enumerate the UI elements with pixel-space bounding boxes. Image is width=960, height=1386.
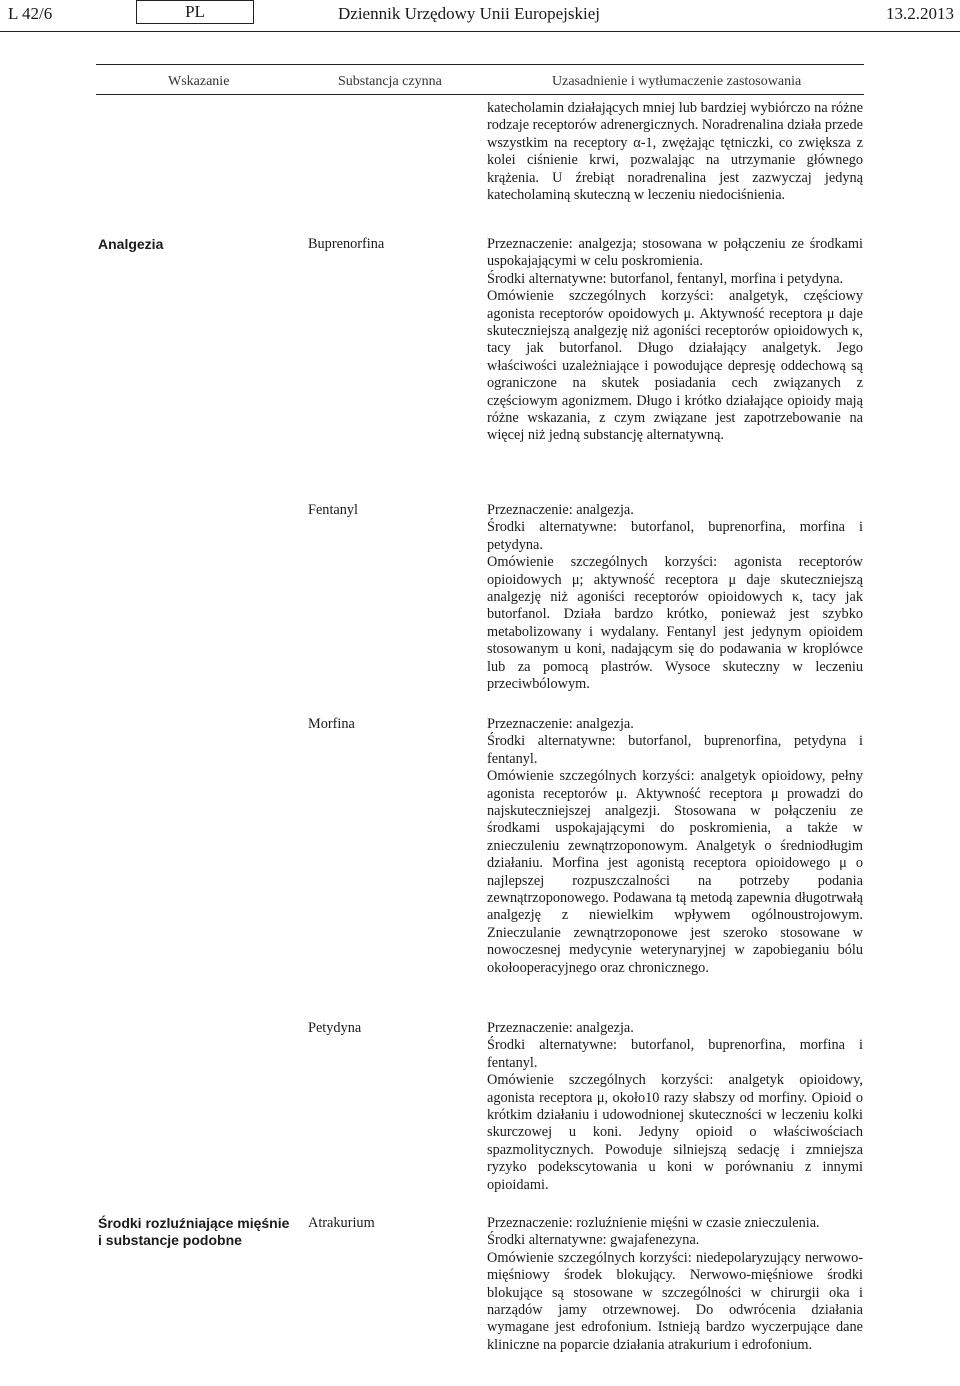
header-divider	[0, 31, 960, 32]
indication-cell: Środki rozluźniające mięśnie i substancje podobne	[98, 1215, 290, 1249]
purpose-paragraph: Przeznaczenie: analgezja.	[487, 502, 634, 518]
benefits-paragraph: Omówienie szczególnych korzyści: analgetyk opioidowy, agonista receptora μ, około10 razy słabszy od morfiny. Opioid o krótkim działaniu i udowodnionej skuteczności w leczeniu kolki skurczowej u koni. Jedyny opioid o właściwościach spazmolitycznych. Powoduje silniejszą sedację i zmniejsza ryzyko podekscytowania u koni w porównaniu z innymi opioidami.	[487, 1072, 863, 1193]
alternatives-paragraph: Środki alternatywne: butorfanol, buprenorfina, morfina i fentanyl.	[487, 1037, 863, 1071]
column-header-justification: Uzasadnienie i wytłumaczenie zastosowania	[552, 74, 802, 89]
continuation-cell	[487, 100, 863, 204]
purpose-paragraph: Przeznaczenie: analgezja.	[487, 1020, 634, 1036]
language-box: PL	[136, 0, 254, 24]
justification-cell	[487, 1020, 863, 1194]
purpose-paragraph: Przeznaczenie: analgezja; stosowana w połączeniu ze środkami uspokajającymi w celu poskromienia.	[487, 236, 863, 270]
substance-cell: Morfina	[308, 716, 355, 732]
page-reference: L 42/6	[8, 4, 53, 23]
benefits-paragraph: Omówienie szczególnych korzyści: niedepolaryzujący nerwowo-mięśniowy środek blokujący. Nerwowo-mięśniowe środki blokujące są stosowane w szczególności w chirurgii oka i narządów jamy otrzewnowej. Do odwrócenia działania wymagane jest edrofonium. Istnieją bardzo wyczerpujące dane kliniczne na poparcie działania atrakurium i edrofonium.	[487, 1249, 863, 1353]
column-header-indication: Wskazanie	[168, 74, 230, 89]
alternatives-paragraph: Środki alternatywne: butorfanol, buprenorfina, petydyna i fentanyl.	[487, 733, 863, 767]
column-header-substance: Substancja czynna	[338, 74, 442, 89]
justification-cell	[487, 502, 863, 693]
continuation-paragraph: katecholamin działających mniej lub bardziej wybiórczo na różne rodzaje receptorów adrenergicznych. Noradrenalina działa przede wszystkim na receptory α-1, zwężając tętniczki, co zwiększa z kolei ciśnienie krwi, pozwalając na utrzymanie głównego krążenia. U źrebiąt noradrenalina jest zazwyczaj jedyną katecholaminą skuteczną w leczeniu niedociśnienia.	[487, 100, 864, 204]
column-header-divider	[96, 94, 864, 95]
purpose-paragraph: Przeznaczenie: analgezja.	[487, 716, 634, 732]
substance-cell: Fentanyl	[308, 502, 359, 518]
substance-cell: Buprenorfina	[308, 236, 385, 252]
journal-header	[0, 0, 960, 32]
justification-cell	[487, 1215, 863, 1354]
substance-cell: Atrakurium	[308, 1215, 375, 1231]
justification-cell	[487, 716, 863, 977]
benefits-paragraph: Omówienie szczególnych korzyści: analgetyk opioidowy, pełny agonista receptorów μ. Aktywność receptora μ prowadzi do najskuteczniejszej analgezji. Stosowana w połączeniu ze środkami uspokajającymi do poskromienia, a także w znieczuleniu zewnątrzoponowym. Analgetyk o średniodługim działaniu. Morfina jest agonistą receptora opioidowego μ o najlepszej rozpuszczalności na potrzeby podania zewnątrzoponowego. Podawana tą metodą zapewnia długotrwałą analgezję z niewielkim wpływem ogólnoustrojowym. Znieczulanie zewnątrzoponowe jest szeroko stosowane w nowoczesnej medycynie weterynaryjnej w zapobieganiu bólu okołooperacyjnego oraz chronicznego.	[487, 768, 863, 976]
benefits-paragraph: Omówienie szczególnych korzyści: analgetyk, częściowy agonista receptorów opoidowych μ. Aktywność receptora μ daje skuteczniejszą analgezję niż agoniści receptorów opioidowych κ, tacy jak butorfanol. Długo działający analgetyk. Jego właściwości uzależniające i powodujące depresję oddechową są ograniczone na skutek posiadania cech związanych z częściowym agonizmem. Długo i krótko działające opioidy mają różne wskazania, z czym związane jest zapotrzebowanie na więcej niż jedną substancję alternatywną.	[487, 288, 863, 444]
substance-cell: Petydyna	[308, 1020, 362, 1036]
justification-cell	[487, 236, 863, 445]
purpose-paragraph: Przeznaczenie: rozluźnienie mięśni w czasie znieczulenia.	[487, 1215, 820, 1231]
alternatives-paragraph: Środki alternatywne: butorfanol, buprenorfina, morfina i petydyna.	[487, 519, 863, 553]
benefits-paragraph: Omówienie szczególnych korzyści: agonista receptorów opioidowych μ; aktywność receptora μ daje skuteczniejszą analgezję niż agoniści receptorów opioidowych κ, tacy jak butorfanol. Działa bardzo krótko, ponieważ jest szybko metabolizowany i wydalany. Fentanyl jest jedynym opioidem stosowanym u koni, nadającym się do podawania w kroplówce lub za pomocą plastrów. Wysoce skuteczny w leczeniu przeciwbólowym.	[487, 554, 863, 693]
indication-cell: Analgezia	[98, 236, 164, 252]
publication-date: 13.2.2013	[886, 4, 954, 23]
alternatives-paragraph: Środki alternatywne: butorfanol, fentanyl, morfina i petydyna.	[487, 270, 844, 287]
alternatives-paragraph: Środki alternatywne: gwajafenezyna.	[487, 1232, 700, 1249]
journal-title: Dziennik Urzędowy Unii Europejskiej	[338, 4, 601, 23]
